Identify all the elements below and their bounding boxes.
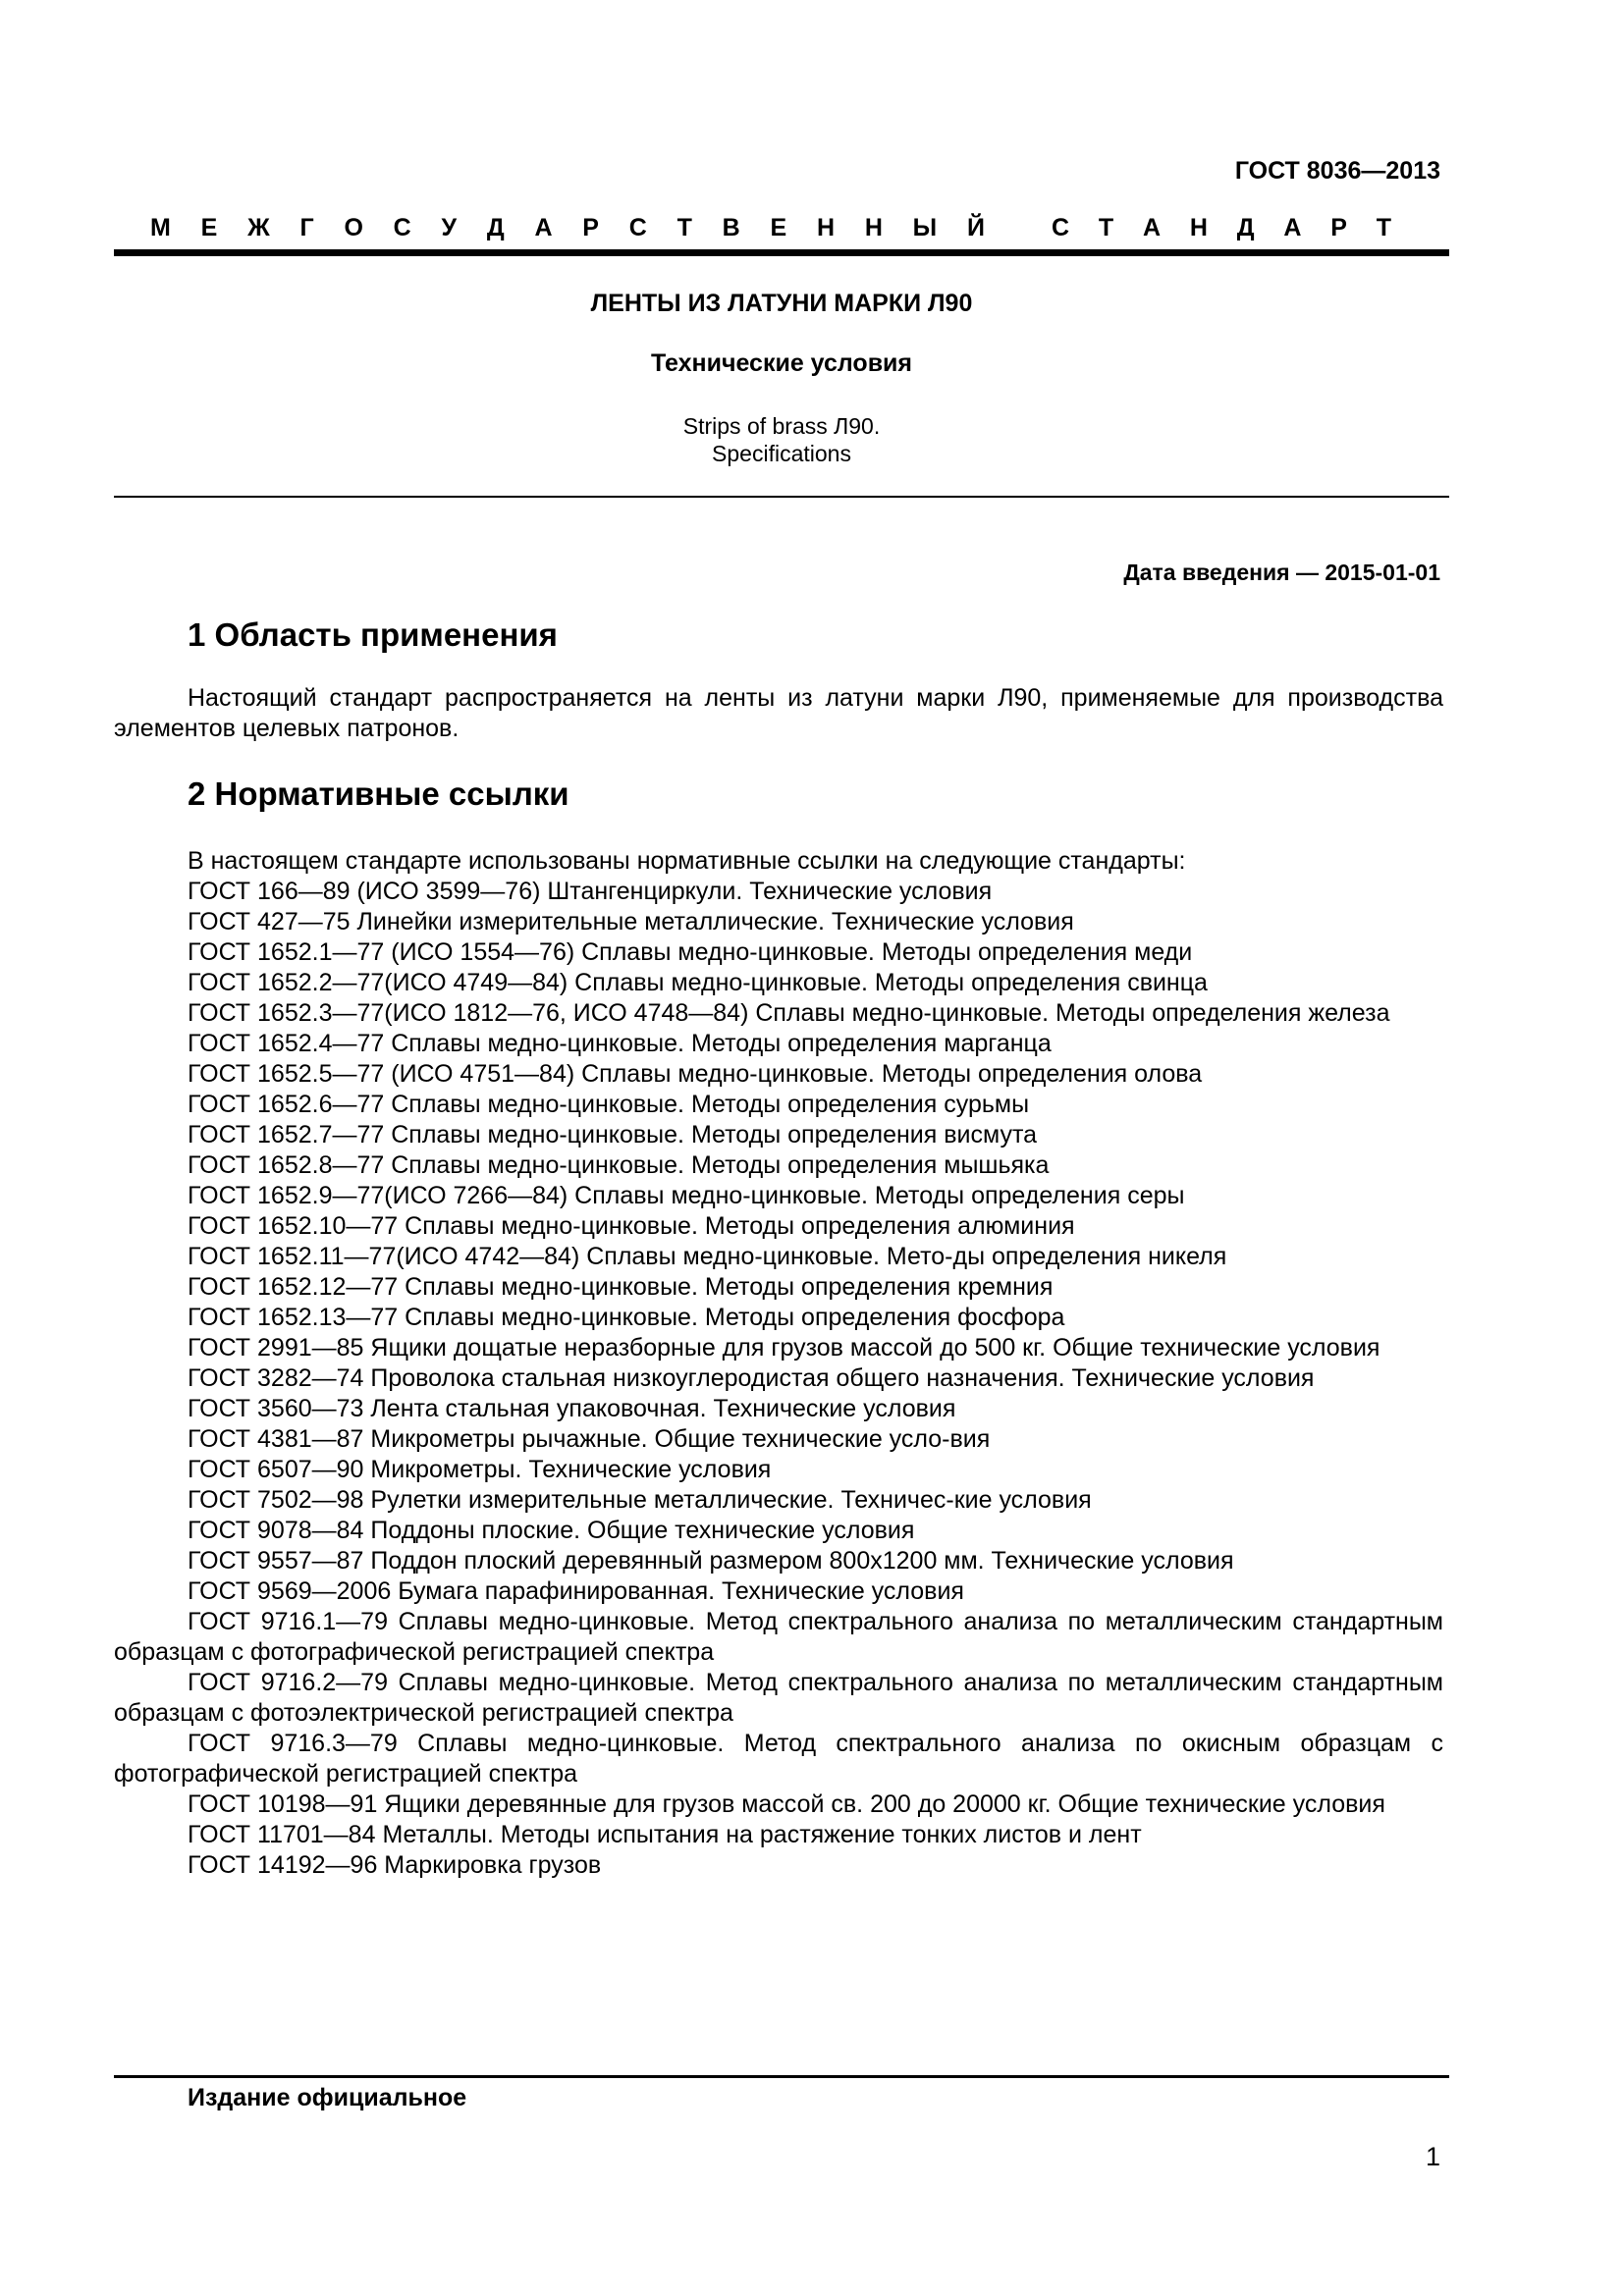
interstate-standard-banner (150, 214, 1391, 242)
banner-letter: А (1283, 214, 1302, 241)
banner-letter: Е (200, 214, 218, 241)
reference-item: ГОСТ 9569—2006 Бумага парафинированная. Технические условия (188, 1577, 964, 1605)
banner-letter: С (1052, 214, 1070, 241)
reference-item: ГОСТ 3282—74 Проволока стальная низкоуглеродистая общего назначения. Технические условия (188, 1364, 1315, 1392)
english-title (114, 412, 1449, 467)
banner-letter: М (150, 214, 171, 241)
reference-item: ГОСТ 9716.3—79 Сплавы медно-цинковые. Метод спектрального анализа по окисным образцам с фотографической регистрацией спектра (114, 1730, 1443, 1788)
document-title: ЛЕНТЫ ИЗ ЛАТУНИ МАРКИ Л90 (590, 290, 973, 317)
reference-item: ГОСТ 427—75 Линейки измерительные металлические. Технические условия (188, 908, 1074, 935)
banner-letter: С (628, 214, 647, 241)
banner-word-standard (1052, 214, 1391, 242)
banner-letter: Т (1376, 214, 1391, 241)
reference-item: ГОСТ 7502—98 Рулетки измерительные металлические. Техничес-кие условия (188, 1486, 1092, 1514)
banner-letter: В (722, 214, 740, 241)
banner-letter: Г (299, 214, 314, 241)
banner-letter: О (344, 214, 363, 241)
banner-letter: У (441, 214, 458, 241)
banner-letter: Ы (912, 214, 938, 241)
reference-item: ГОСТ 1652.5—77 (ИСО 4751—84) Сплавы медно-цинковые. Методы определения олова (188, 1060, 1203, 1088)
normative-references-list (114, 846, 1443, 1881)
reference-item: ГОСТ 1652.2—77(ИСО 4749—84) Сплавы медно-цинковые. Методы определения свинца (188, 969, 1208, 996)
banner-letter: Й (966, 214, 985, 241)
reference-item: ГОСТ 3560—73 Лента стальная упаковочная. Технические условия (188, 1395, 956, 1422)
section-1-paragraph: Настоящий стандарт распространяется на ленты из латуни марки Л90, применяемые для производства элементов целевых патронов. (114, 684, 1443, 742)
page-number: 1 (1425, 2142, 1440, 2171)
banner-letter: Д (1236, 214, 1255, 241)
banner-letter: Р (1330, 214, 1347, 241)
reference-item: ГОСТ 1652.3—77(ИСО 1812—76, ИСО 4748—84) Сплавы медно-цинковые. Методы определения железа (188, 999, 1390, 1027)
section-2-heading: 2 Нормативные ссылки (188, 775, 569, 812)
banner-letter: А (534, 214, 553, 241)
introduction-date: Дата введения — 2015-01-01 (1123, 560, 1440, 585)
reference-item: ГОСТ 1652.10—77 Сплавы медно-цинковые. Методы определения алюминия (188, 1212, 1075, 1240)
document-subtitle: Технические условия (650, 349, 913, 377)
reference-item: ГОСТ 166—89 (ИСО 3599—76) Штангенциркули. Технические условия (188, 878, 993, 905)
banner-letter: Д (486, 214, 505, 241)
banner-word-interstate (150, 214, 985, 242)
reference-item: ГОСТ 2991—85 Ящики дощатые неразборные для грузов массой до 500 кг. Общие технические условия (188, 1334, 1380, 1362)
reference-item: ГОСТ 1652.12—77 Сплавы медно-цинковые. Методы определения кремния (188, 1273, 1054, 1301)
reference-item: ГОСТ 9716.1—79 Сплавы медно-цинковые. Метод спектрального анализа по металлическим стандартным образцам с фотографической регистрацией спектра (114, 1608, 1443, 1666)
reference-item: ГОСТ 9078—84 Поддоны плоские. Общие технические условия (188, 1517, 915, 1544)
reference-item: ГОСТ 1652.11—77(ИСО 4742—84) Сплавы медно-цинковые. Мето-ды определения никеля (188, 1243, 1227, 1270)
footer-divider (114, 2075, 1449, 2078)
reference-item: ГОСТ 14192—96 Маркировка грузов (188, 1851, 602, 1879)
reference-item: ГОСТ 1652.7—77 Сплавы медно-цинковые. Методы определения висмута (188, 1121, 1038, 1148)
reference-item: ГОСТ 1652.1—77 (ИСО 1554—76) Сплавы медно-цинковые. Методы определения меди (188, 938, 1193, 966)
reference-item: ГОСТ 1652.8—77 Сплавы медно-цинковые. Методы определения мышьяка (188, 1151, 1050, 1179)
banner-letter: Е (770, 214, 787, 241)
reference-item: ГОСТ 1652.4—77 Сплавы медно-цинковые. Методы определения марганца (188, 1030, 1052, 1057)
banner-letter: Р (582, 214, 599, 241)
reference-item: ГОСТ 11701—84 Металлы. Методы испытания на растяжение тонких листов и лент (188, 1821, 1142, 1848)
reference-item: ГОСТ 4381—87 Микрометры рычажные. Общие технические усло-вия (188, 1425, 991, 1453)
reference-item: ГОСТ 10198—91 Ящики деревянные для грузов массой св. 200 до 20000 кг. Общие технические условия (188, 1790, 1385, 1818)
english-title-line: Specifications (712, 441, 851, 466)
banner-letter: Н (1189, 214, 1208, 241)
reference-item: ГОСТ 1652.6—77 Сплавы медно-цинковые. Методы определения сурьмы (188, 1091, 1030, 1118)
banner-letter: Н (864, 214, 883, 241)
section-1-heading: 1 Область применения (188, 616, 558, 653)
banner-letter: Т (676, 214, 692, 241)
reference-item: ГОСТ 9716.2—79 Сплавы медно-цинковые. Метод спектрального анализа по металлическим стандартным образцам с фотоэлектрической регистрацией спектра (114, 1669, 1443, 1727)
document-number: ГОСТ 8036—2013 (1234, 157, 1440, 185)
reference-item: ГОСТ 6507—90 Микрометры. Технические условия (188, 1456, 772, 1483)
banner-letter: Т (1098, 214, 1114, 241)
banner-letter: С (393, 214, 411, 241)
reference-intro: В настоящем стандарте использованы нормативные ссылки на следующие стандарты: (188, 847, 1186, 875)
banner-letter: Ж (247, 214, 270, 241)
reference-item: ГОСТ 9557—87 Поддон плоский деревянный размером 800x1200 мм. Технические условия (188, 1547, 1234, 1575)
official-edition-label: Издание официальное (188, 2084, 467, 2111)
banner-letter: Н (816, 214, 836, 241)
english-title-line: Strips of brass Л90. (682, 413, 881, 439)
reference-item: ГОСТ 1652.9—77(ИСО 7266—84) Сплавы медно-цинковые. Методы определения серы (188, 1182, 1185, 1209)
banner-letter: А (1142, 214, 1162, 241)
reference-item: ГОСТ 1652.13—77 Сплавы медно-цинковые. Методы определения фосфора (188, 1304, 1065, 1331)
title-divider (114, 496, 1449, 498)
header-divider (114, 249, 1449, 256)
